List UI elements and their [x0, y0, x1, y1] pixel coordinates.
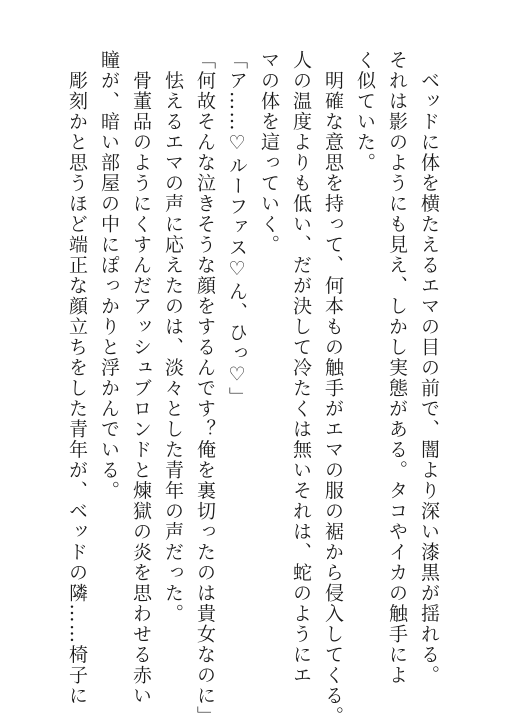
text-line: 「ア……♡ルーファス♡ん、ひっ♡」	[226, 50, 248, 408]
text-line: 人の温度よりも低い、だが決して冷たくは無いそれは、蛇のようにエ	[290, 50, 312, 686]
text-line: 明確な意思を持って、何本もの触手がエマの服の裾から侵入してくる。	[322, 50, 344, 727]
text-line: 「何故そんな泣きそうな顔をするんです？俺を裏切ったのは貴女なのに」	[194, 50, 216, 727]
vertical-text-body	[61, 50, 445, 727]
text-line: ベッドに体を横たえるエマの目の前で、闇より深い漆黒が揺れる。	[418, 50, 440, 686]
text-line: 怯えるエマの声に応えたのは、淡々とした青年の声だった。	[162, 50, 184, 624]
text-line: 瞳が、暗い部屋の中にぽっかりと浮かんでいる。	[98, 50, 120, 501]
text-line: マの体を這っていく。	[258, 50, 280, 255]
text-line: 彫刻かと思うほど端正な顔立ちをした青年が、ベッドの隣……椅子に	[66, 50, 88, 706]
text-line: 骨董品のようにくすんだアッシュブロンドと煉獄の炎を思わせる赤い	[130, 50, 152, 706]
text-line: それは影のようにも見え、しかし実態がある。タコやイカの触手によ	[386, 50, 408, 686]
text-line: く似ていた。	[354, 50, 376, 173]
